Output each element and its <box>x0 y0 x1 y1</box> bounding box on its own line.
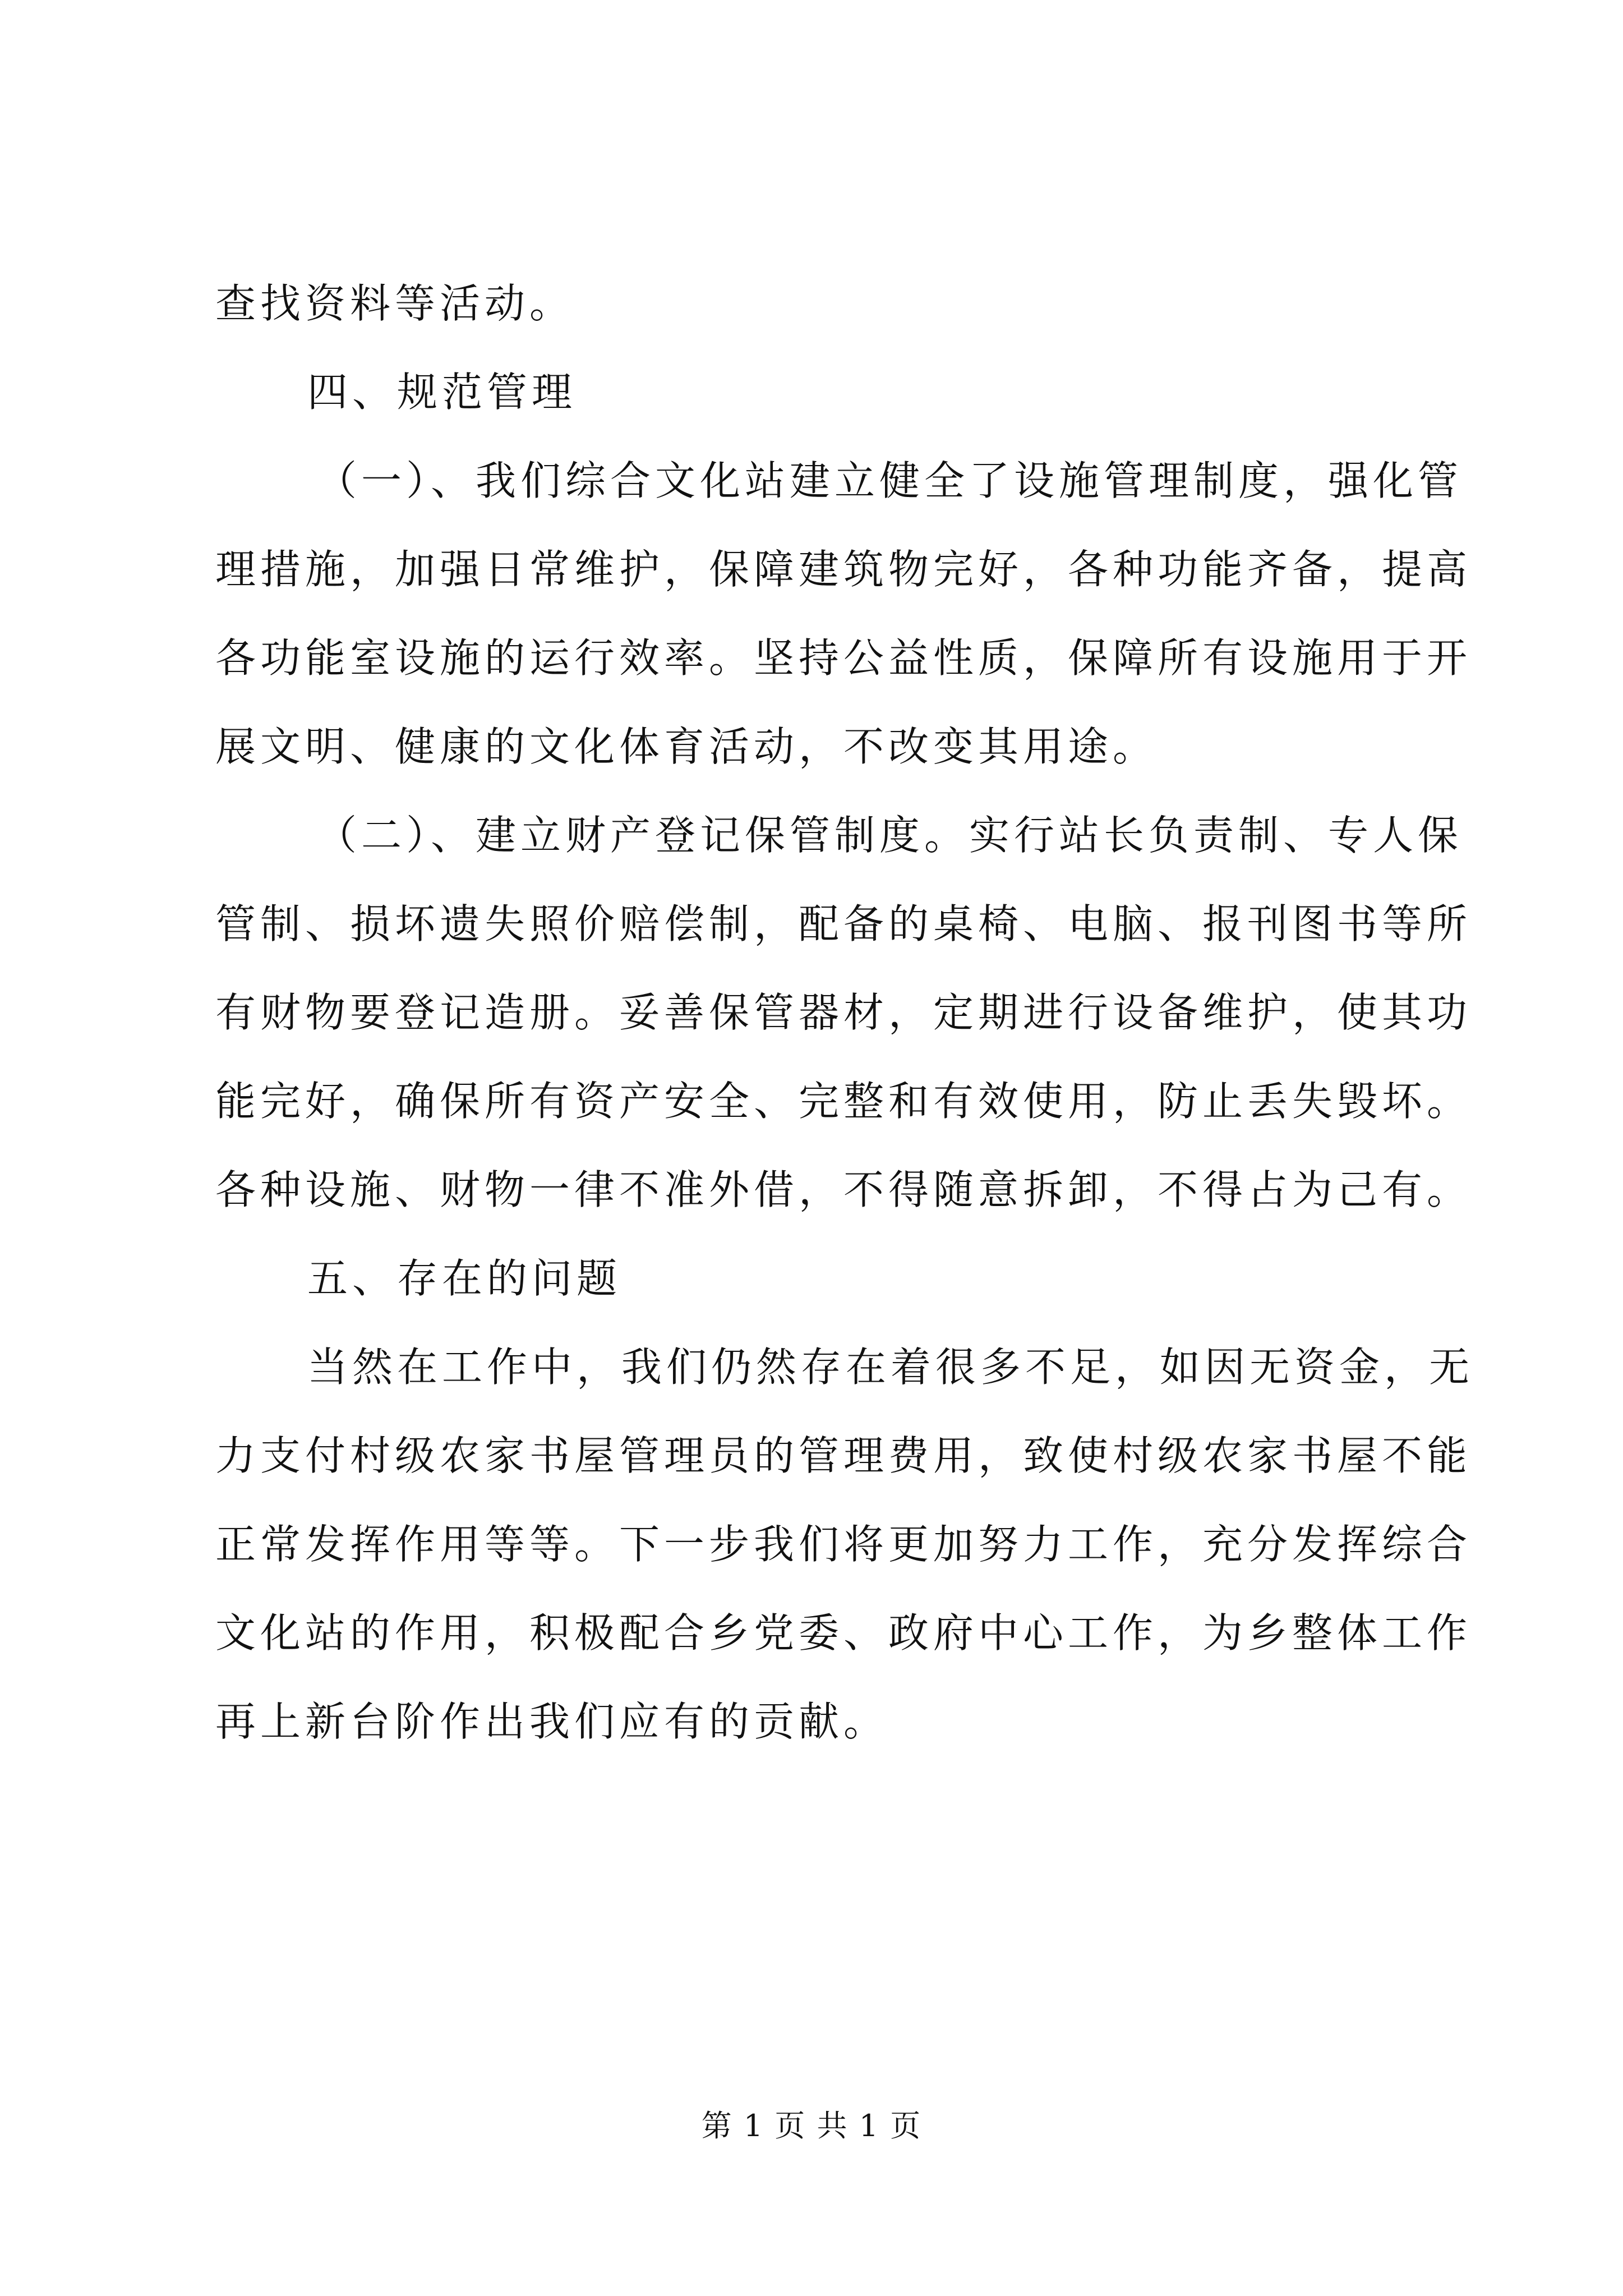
body-line: 展文明、健康的文化体育活动，不改变其用途。 <box>215 723 1158 770</box>
body-line: （二）、建立财产登记保管制度。实行站长负责制、专人保 <box>316 812 1463 859</box>
body-line: 查找资料等活动。 <box>215 280 575 327</box>
body-line: （一）、我们综合文化站建立健全了设施管理制度，强化管 <box>316 457 1463 504</box>
body-line: 正常发挥作用等等。下一步我们将更加努力工作，充分发挥综合 <box>215 1521 1472 1568</box>
body-line: 力支付村级农家书屋管理员的管理费用，致使村级农家书屋不能 <box>215 1432 1472 1479</box>
body-line: 各功能室设施的运行效率。坚持公益性质，保障所有设施用于开 <box>215 634 1472 682</box>
section-heading: 四、规范管理 <box>307 369 577 416</box>
body-line: 当然在工作中，我们仍然存在着很多不足，如因无资金，无 <box>307 1343 1474 1391</box>
section-heading: 五、存在的问题 <box>307 1255 622 1302</box>
body-line: 文化站的作用，积极配合乡党委、政府中心工作，为乡整体工作 <box>215 1609 1472 1657</box>
body-line: 能完好，确保所有资产安全、完整和有效使用，防止丢失毁坏。 <box>215 1078 1472 1125</box>
body-line: 有财物要登记造册。妥善保管器材，定期进行设备维护，使其功 <box>215 989 1472 1036</box>
document-body <box>215 259 1474 1766</box>
page-number-footer: 第 1 页 共 1 页 <box>701 2108 922 2143</box>
body-line: 各种设施、财物一律不准外借，不得随意拆卸，不得占为己有。 <box>215 1166 1472 1213</box>
body-line: 再上新台阶作出我们应有的贡献。 <box>215 1698 889 1745</box>
body-line: 管制、损坏遗失照价赔偿制，配备的桌椅、电脑、报刊图书等所 <box>215 900 1472 947</box>
body-line: 理措施，加强日常维护，保障建筑物完好，各种功能齐备，提高 <box>215 546 1472 593</box>
